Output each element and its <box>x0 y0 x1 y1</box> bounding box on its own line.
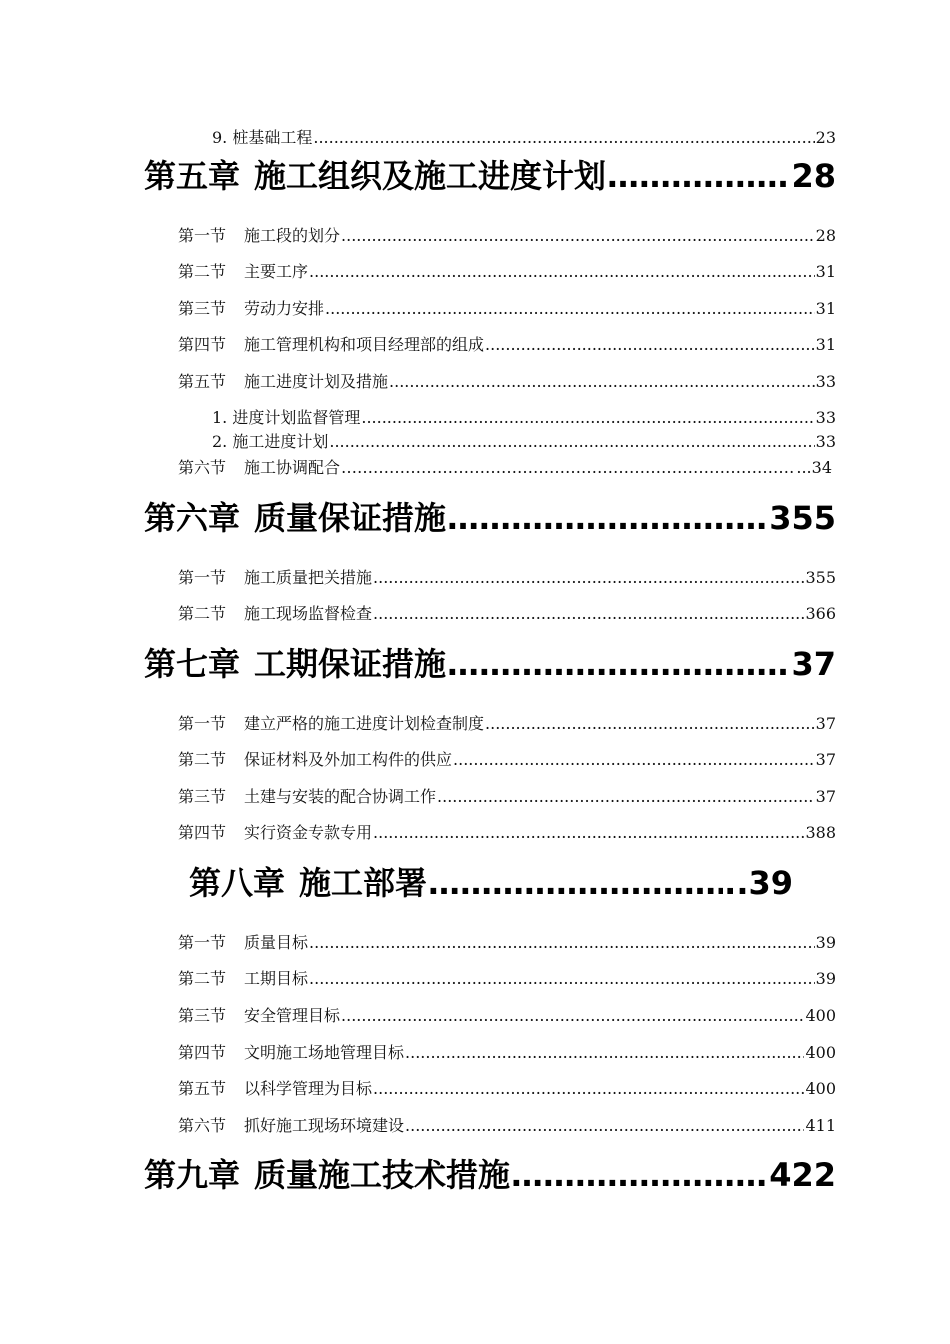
toc-chapter-7[interactable] <box>144 642 836 686</box>
toc-page-number: 37 <box>791 645 836 683</box>
toc-page-number: 422 <box>769 1156 836 1194</box>
toc-section[interactable] <box>178 456 832 480</box>
toc-section-number: 第一节 <box>178 226 227 245</box>
toc-chapter-title: 质量保证措施 <box>254 499 447 537</box>
toc-section-title: 文明施工场地管理目标 <box>244 1043 405 1062</box>
toc-section[interactable] <box>178 1114 836 1138</box>
toc-section[interactable] <box>178 931 836 955</box>
toc-leader-dots <box>373 566 804 590</box>
toc-page-number: 411 <box>805 1116 836 1135</box>
toc-page-number: 28 <box>791 157 836 195</box>
toc-leader-dots <box>389 370 815 394</box>
toc-page-number: 33 <box>815 372 836 391</box>
toc-leader-dots <box>361 407 814 429</box>
toc-leader-dots <box>453 748 815 772</box>
toc-chapter-6[interactable] <box>144 496 836 540</box>
toc-page-number: 400 <box>805 1079 836 1098</box>
toc-section[interactable] <box>178 785 836 809</box>
toc-section-number: 第五节 <box>178 1079 227 1098</box>
toc-section-number: 第三节 <box>178 787 227 806</box>
toc-leader-dots <box>341 456 795 480</box>
toc-page-number: 355 <box>805 568 836 587</box>
toc-page-number: 355 <box>769 499 836 537</box>
toc-chapter-title: 施工部署 <box>299 864 428 902</box>
toc-leader-dots <box>485 333 815 357</box>
toc-section-number: 第四节 <box>178 335 227 354</box>
toc-section[interactable] <box>178 1041 836 1065</box>
toc-section-number: 第二节 <box>178 750 227 769</box>
toc-section-number: 第三节 <box>178 1006 227 1025</box>
toc-section-number: 第一节 <box>178 568 227 587</box>
toc-chapter-number: 第六章 <box>144 499 241 537</box>
toc-leader-dots <box>485 712 815 736</box>
toc-chapter-number: 第九章 <box>144 1156 241 1194</box>
toc-page-number: 388 <box>805 823 836 842</box>
toc-chapter-title: 工期保证措施 <box>254 645 447 683</box>
toc-section-number: 第六节 <box>178 458 227 477</box>
toc-leader-dots <box>373 821 804 845</box>
toc-section-number: 第四节 <box>178 823 227 842</box>
toc-section-title: 施工管理机构和项目经理部的组成 <box>244 335 485 354</box>
toc-chapter-9[interactable] <box>144 1153 836 1197</box>
toc-leader-dots <box>341 224 815 248</box>
toc-item[interactable] <box>212 431 836 453</box>
toc-page-number: 400 <box>805 1043 836 1062</box>
toc-section[interactable] <box>178 297 836 321</box>
toc-leader-dots <box>313 127 814 149</box>
toc-page-number: 37 <box>815 750 836 769</box>
toc-leader-dots <box>309 967 815 991</box>
toc-section-number: 第一节 <box>178 714 227 733</box>
toc-page-number: 31 <box>815 299 836 318</box>
toc-section-number: 第五节 <box>178 372 227 391</box>
toc-section-number: 第二节 <box>178 604 227 623</box>
toc-section[interactable] <box>178 712 836 736</box>
toc-item-pile-foundation[interactable] <box>212 127 836 149</box>
toc-page-number: 33 <box>815 432 836 451</box>
toc-section-title: 主要工序 <box>244 262 309 281</box>
toc-page-number: 23 <box>815 128 836 147</box>
toc-section-title: 施工段的划分 <box>244 226 341 245</box>
toc-leader-dots <box>329 431 814 453</box>
toc-section-number: 第四节 <box>178 1043 227 1062</box>
toc-page-number: 31 <box>815 262 836 281</box>
toc-page-number: 39 <box>815 933 836 952</box>
toc-page-number: ..39 <box>724 864 793 902</box>
toc-section-title: 抓好施工现场环境建设 <box>244 1116 405 1135</box>
toc-page-number: 37 <box>815 714 836 733</box>
toc-section[interactable] <box>178 821 836 845</box>
toc-section-number: 第一节 <box>178 933 227 952</box>
toc-section[interactable] <box>178 260 836 284</box>
toc-section-title: 劳动力安排 <box>244 299 325 318</box>
toc-section-title: 以科学管理为目标 <box>244 1079 373 1098</box>
toc-page-number: 31 <box>815 335 836 354</box>
toc-page-number: 28 <box>815 226 836 245</box>
toc-section-number: 第六节 <box>178 1116 227 1135</box>
toc-leader-dots <box>373 602 804 626</box>
toc-chapter-title: 施工组织及施工进度计划 <box>254 157 607 195</box>
toc-leader-dots <box>511 1153 768 1197</box>
toc-section[interactable] <box>178 566 836 590</box>
toc-leader-dots <box>405 1041 804 1065</box>
toc-section-title: 安全管理目标 <box>244 1006 341 1025</box>
toc-item-title: 2. 施工进度计划 <box>212 432 329 451</box>
toc-chapter-5[interactable] <box>144 154 836 198</box>
toc-section[interactable] <box>178 224 836 248</box>
toc-leader-dots <box>325 297 815 321</box>
toc-page-number: ...34 <box>796 458 832 477</box>
toc-leader-dots <box>607 154 790 198</box>
toc-item-title: 1. 进度计划监督管理 <box>212 408 361 427</box>
toc-section-title: 质量目标 <box>244 933 309 952</box>
toc-chapter-number: 第五章 <box>144 157 241 195</box>
toc-section-title: 施工现场监督检查 <box>244 604 373 623</box>
toc-section-title: 施工质量把关措施 <box>244 568 373 587</box>
toc-section[interactable] <box>178 748 836 772</box>
toc-leader-dots <box>428 861 723 905</box>
toc-section-title: 工期目标 <box>244 969 309 988</box>
toc-leader-dots <box>437 785 815 809</box>
toc-section-number: 第二节 <box>178 262 227 281</box>
toc-section-number: 第二节 <box>178 969 227 988</box>
toc-page-number: 366 <box>805 604 836 623</box>
toc-chapter-8[interactable] <box>189 861 793 905</box>
toc-leader-dots <box>447 496 768 540</box>
toc-section[interactable] <box>178 967 836 991</box>
toc-page-number: 37 <box>815 787 836 806</box>
toc-page-number: 400 <box>805 1006 836 1025</box>
toc-leader-dots <box>373 1077 804 1101</box>
toc-section[interactable] <box>178 602 836 626</box>
toc-section-title: 建立严格的施工进度计划检查制度 <box>244 714 485 733</box>
toc-leader-dots <box>309 260 815 284</box>
toc-item-title: 9. 桩基础工程 <box>212 128 313 147</box>
toc-page-number: 39 <box>815 969 836 988</box>
toc-section[interactable] <box>178 1077 836 1101</box>
toc-chapter-number: 第七章 <box>144 645 241 683</box>
toc-section[interactable] <box>178 370 836 394</box>
toc-section-title: 施工协调配合 <box>244 458 341 477</box>
toc-section[interactable] <box>178 333 836 357</box>
toc-leader-dots <box>405 1114 804 1138</box>
toc-leader-dots <box>309 931 815 955</box>
toc-page-number: 33 <box>815 408 836 427</box>
toc-leader-dots <box>447 642 790 686</box>
toc-section-title: 实行资金专款专用 <box>244 823 373 842</box>
toc-chapter-title: 质量施工技术措施 <box>254 1156 511 1194</box>
toc-item[interactable] <box>212 407 836 429</box>
toc-leader-dots <box>341 1004 804 1028</box>
toc-section-number: 第三节 <box>178 299 227 318</box>
toc-chapter-number: 第八章 <box>189 864 286 902</box>
toc-section-title: 保证材料及外加工构件的供应 <box>244 750 453 769</box>
toc-section[interactable] <box>178 1004 836 1028</box>
toc-section-title: 土建与安装的配合协调工作 <box>244 787 437 806</box>
toc-section-title: 施工进度计划及措施 <box>244 372 389 391</box>
